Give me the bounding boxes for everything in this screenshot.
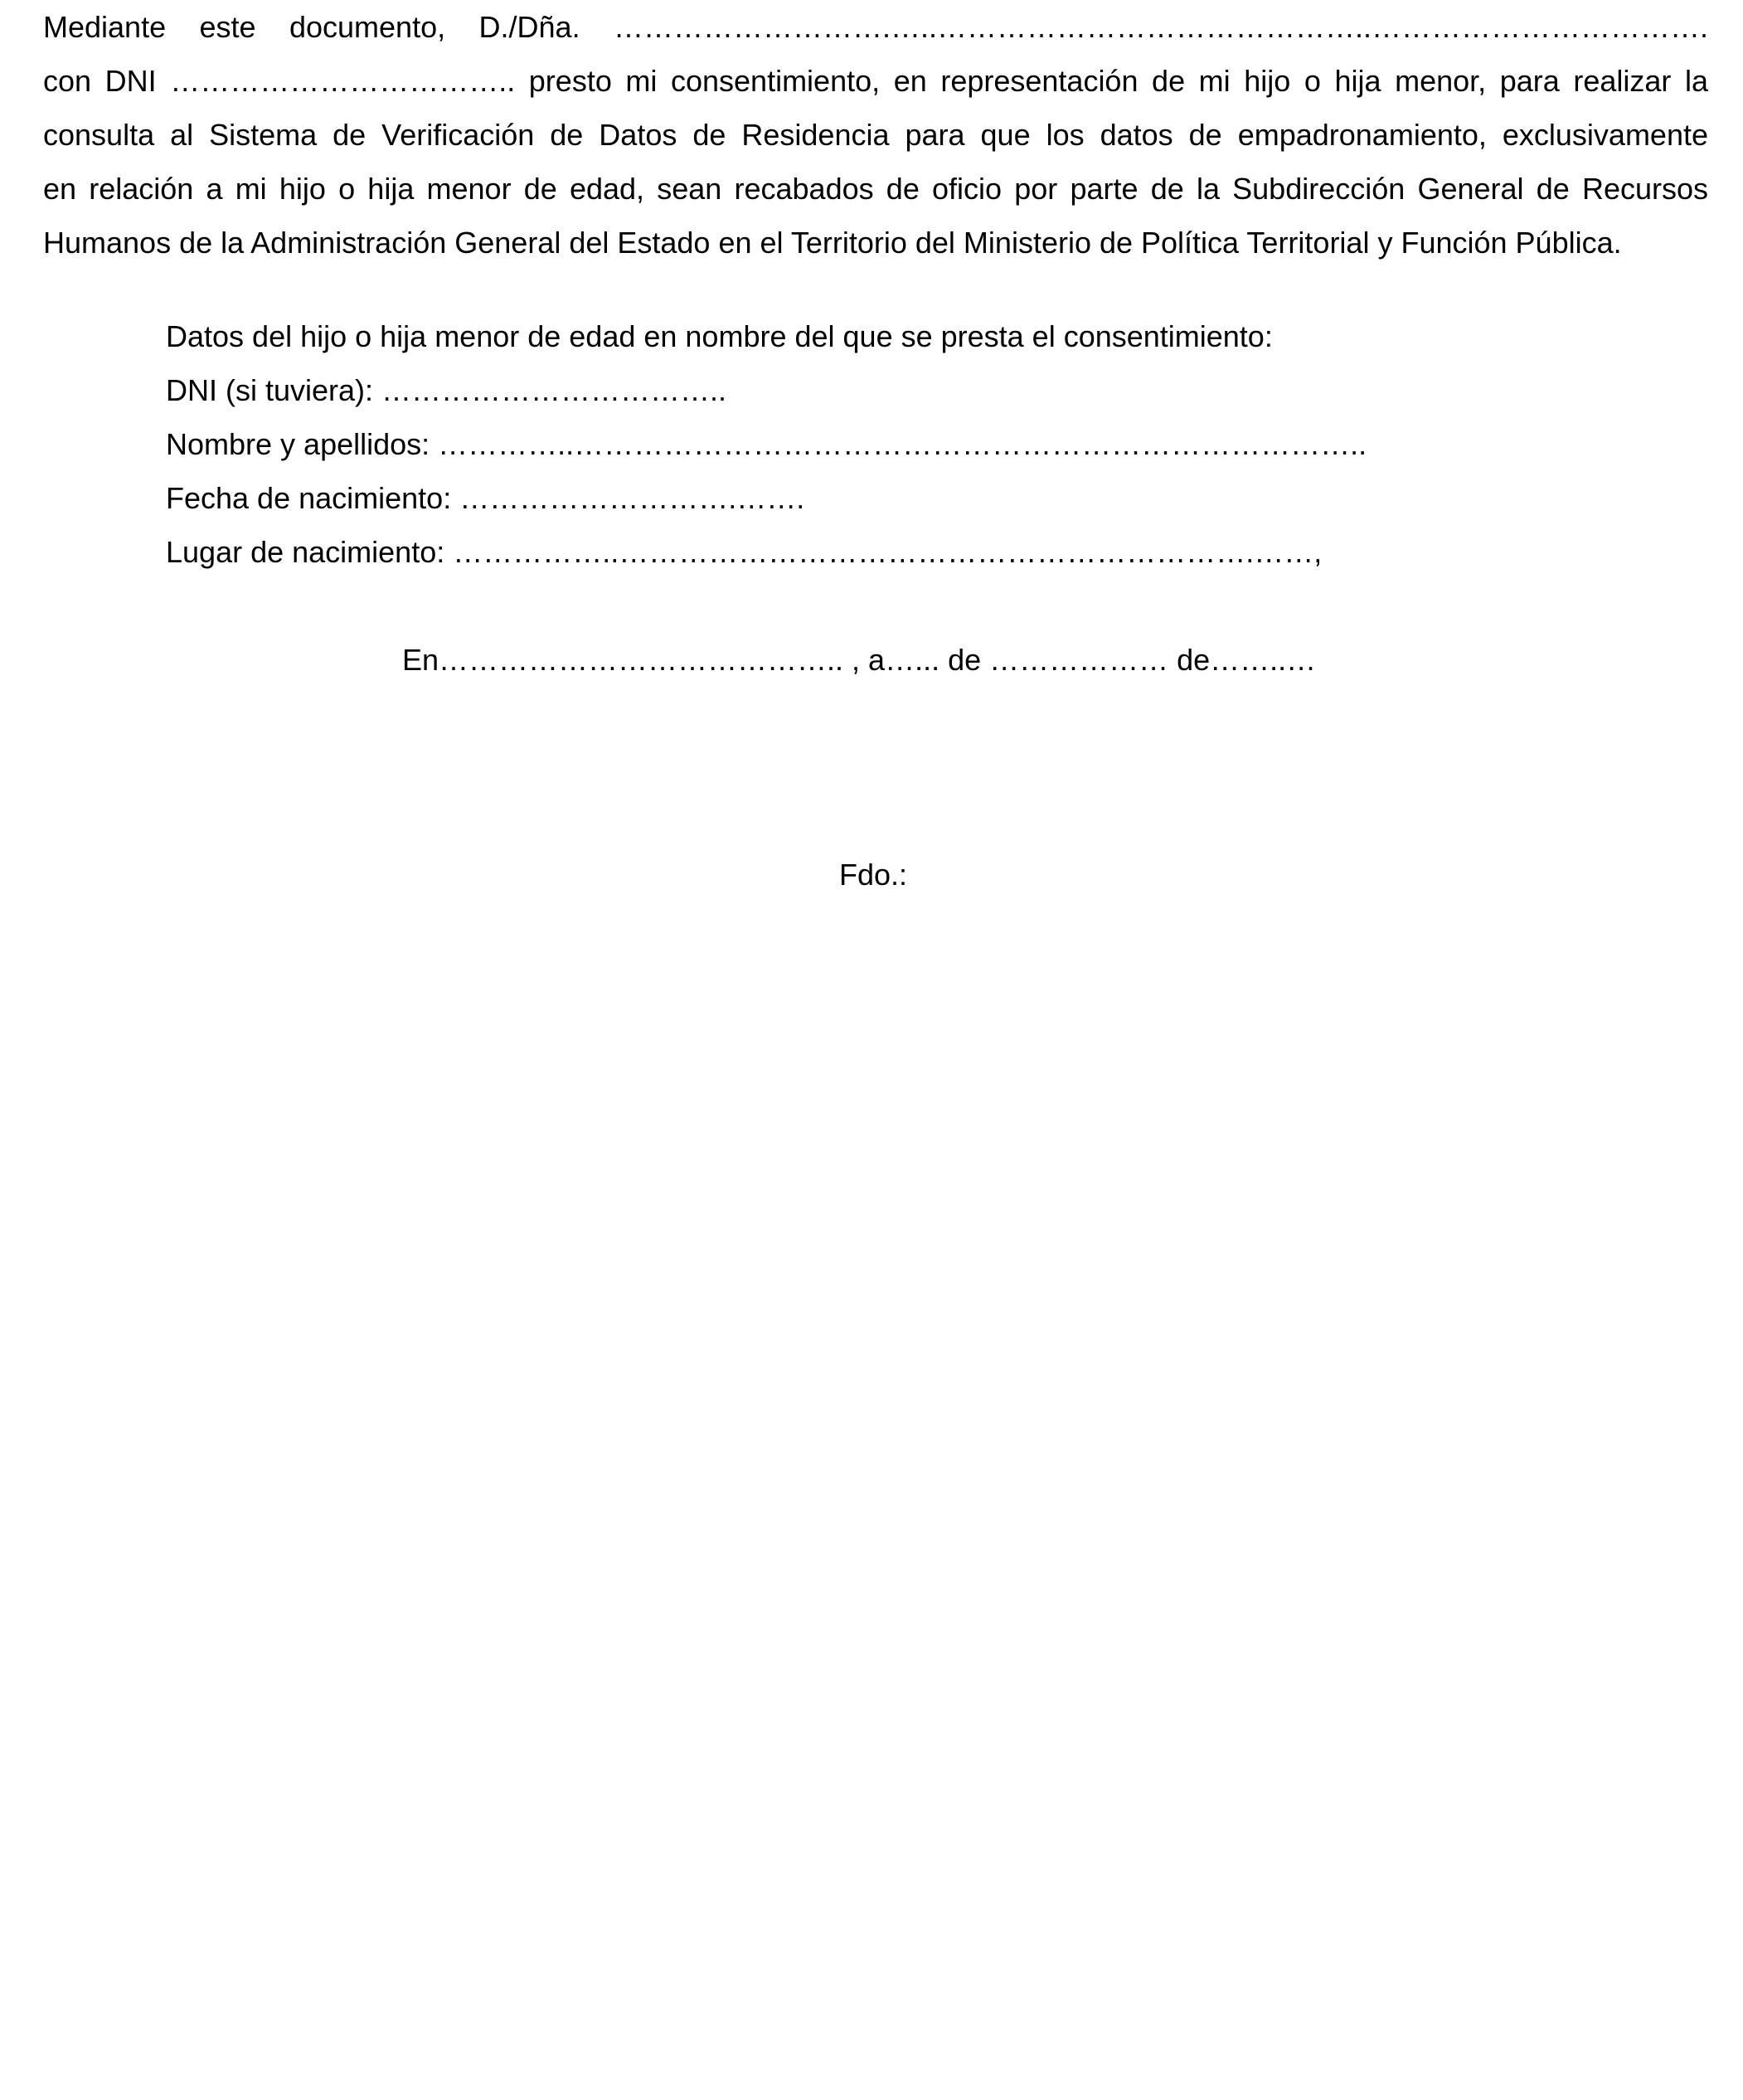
place-date-line: En………………………………….. , a…... de ……………… de……..… <box>402 643 1317 677</box>
minor-birth-place-field: Lugar de nacimiento: ……………..……………………………………………………….……, <box>166 535 1323 569</box>
consent-line-3: consulta al Sistema de Verificación de Datos de Residencia para que los datos de empadronamiento, exclusivamente <box>43 118 1708 152</box>
consent-paragraph <box>43 0 1708 270</box>
minor-dni-field: DNI (si tuviera): …………………………….. <box>166 373 727 407</box>
minor-data-heading: Datos del hijo o hija menor de edad en nombre del que se presta el consentimiento: <box>166 319 1273 353</box>
consent-line-5: Humanos de la Administración General del Estado en el Territorio del Ministerio de Política Territorial y Función Pública. <box>43 226 1622 260</box>
minor-name-field: Nombre y apellidos: …………..…………………………………………………………………….. <box>166 427 1367 461</box>
minor-data-section <box>166 309 1367 579</box>
minor-birth-date-field: Fecha de nacimiento: ……………………….……. <box>166 481 805 515</box>
consent-line-4: en relación a mi hijo o hija menor de edad, sean recabados de oficio por parte de la Subdirección General de Recursos <box>43 172 1708 206</box>
consent-line-1: Mediante este documento, D./Dña. ……………………….…..……………………………………..……………………………. <box>43 10 1708 44</box>
signature-label: Fdo.: <box>839 858 908 892</box>
consent-line-2: con DNI …………………………….. presto mi consentimiento, en representación de mi hijo o hija menor, para realizar la <box>43 64 1708 98</box>
